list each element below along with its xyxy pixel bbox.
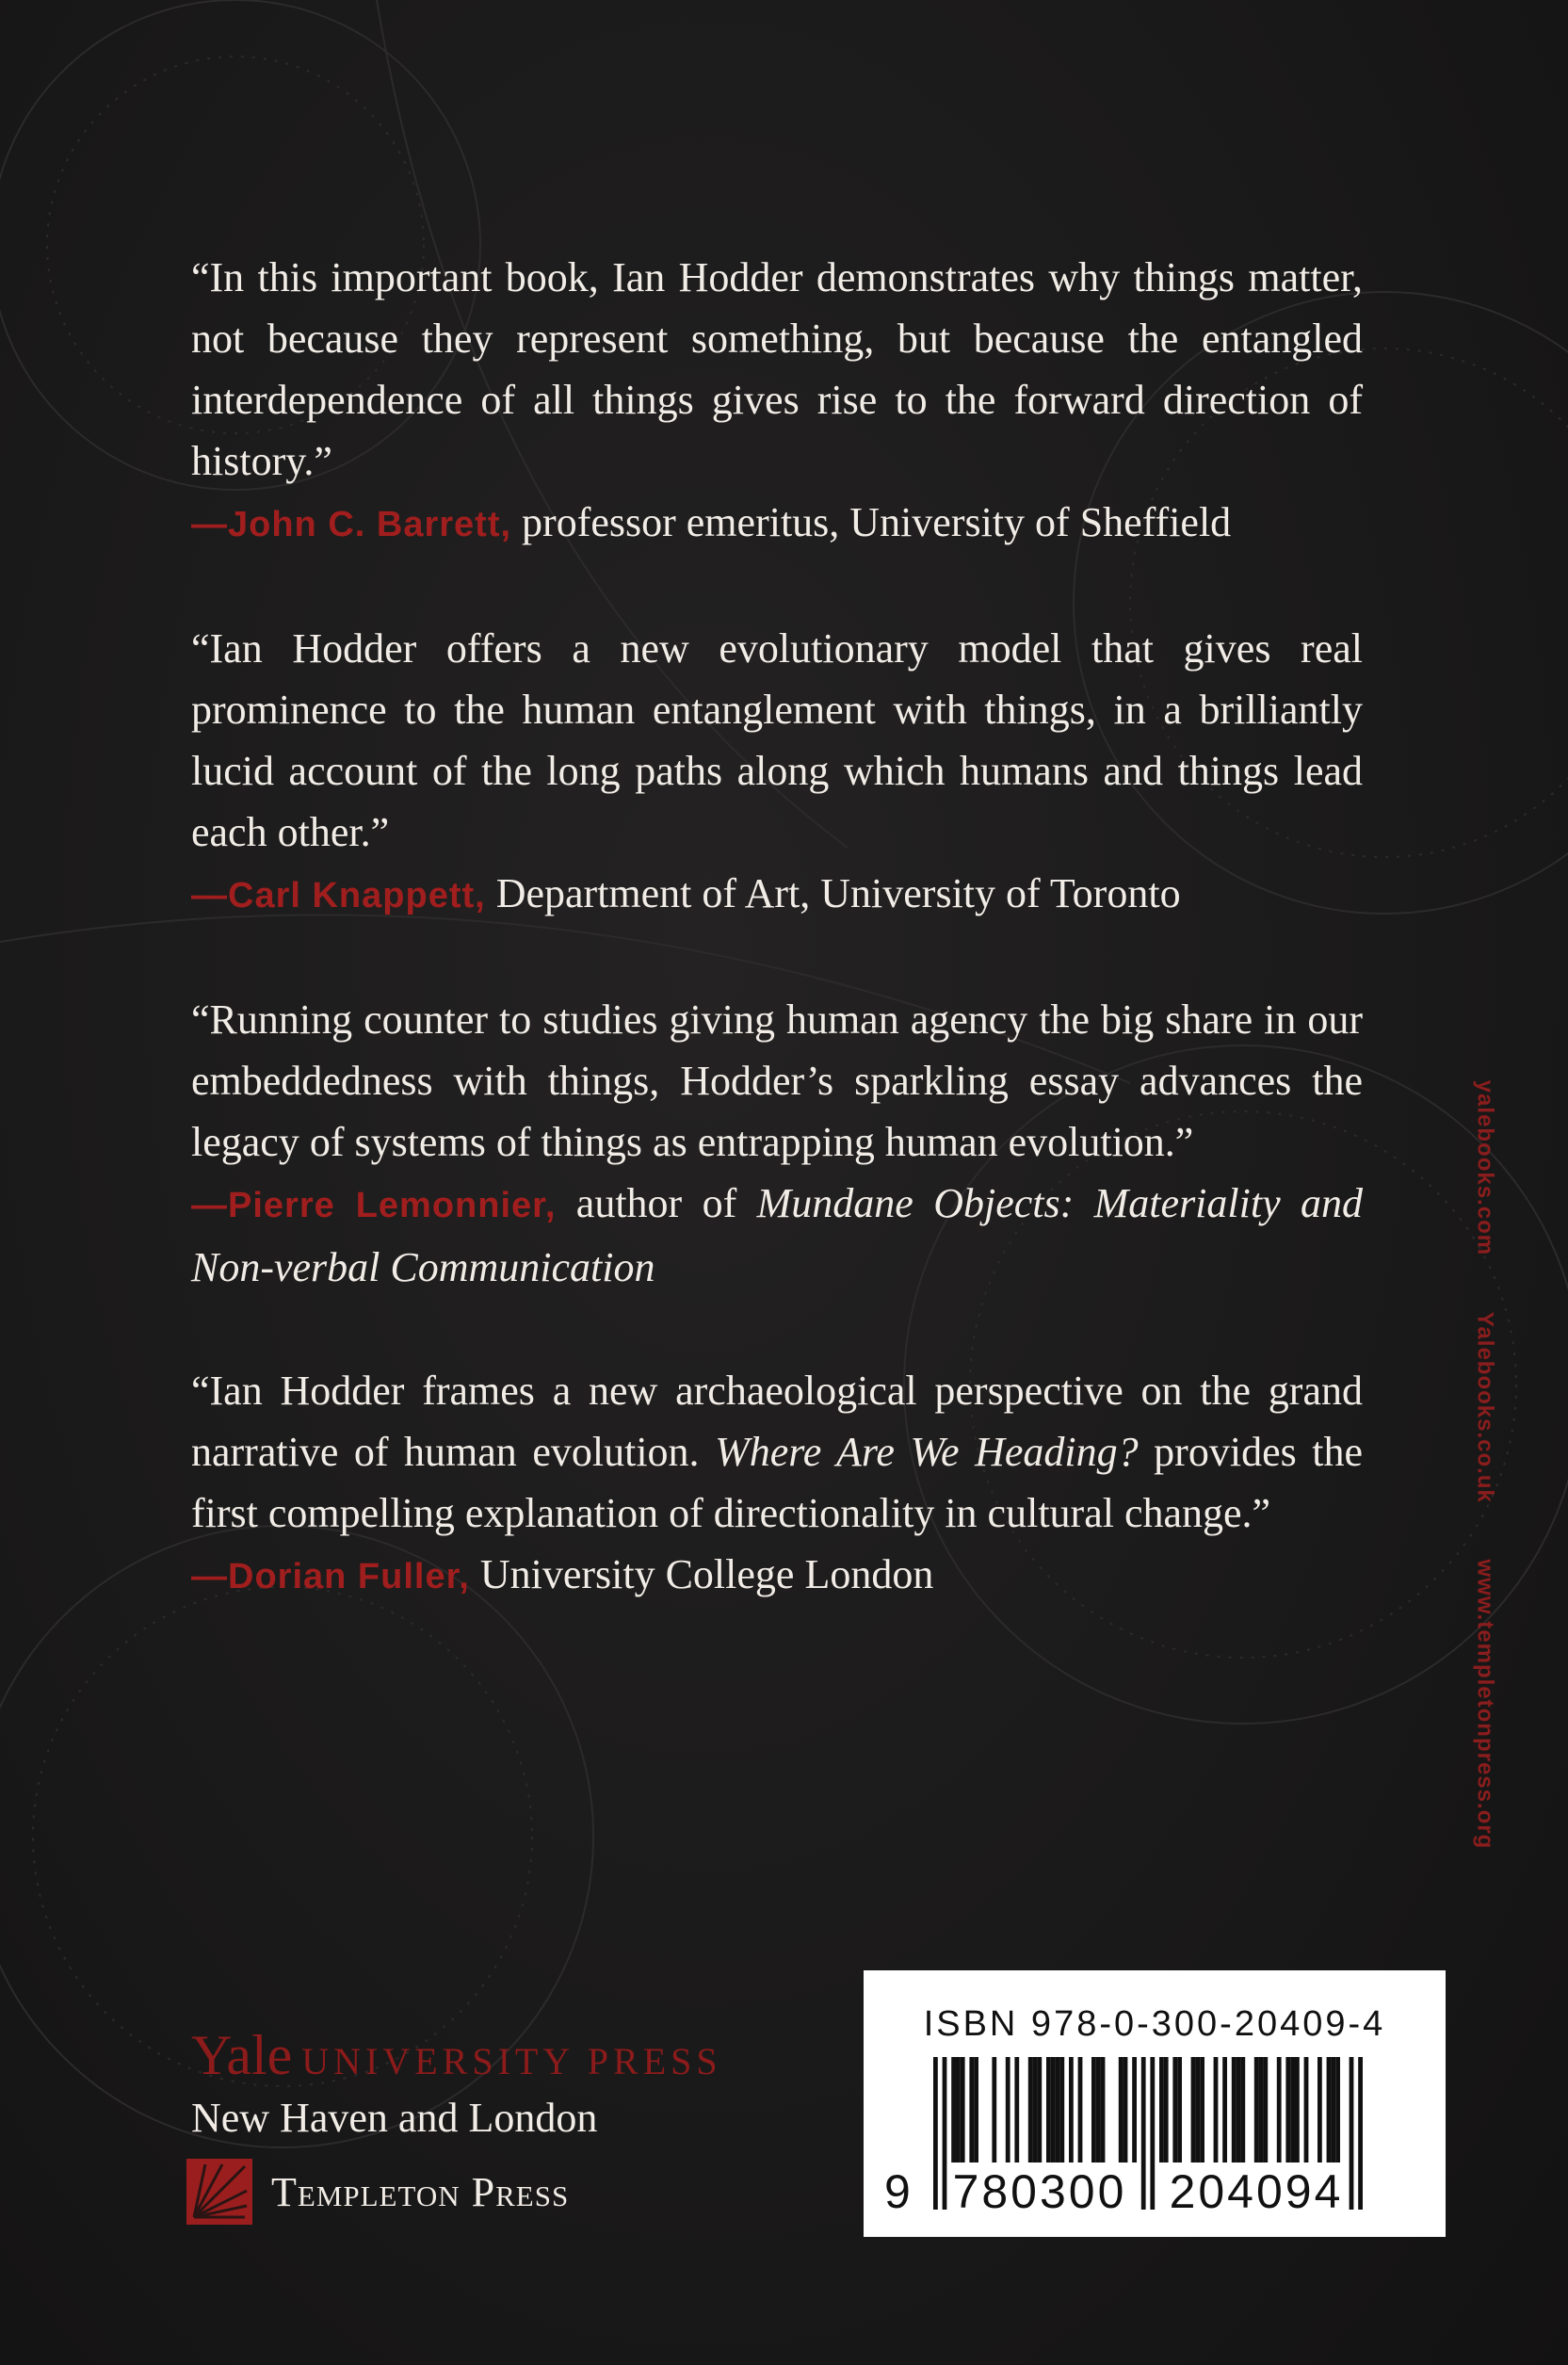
barcode-bar [1232,2057,1237,2163]
blurb-fuller [191,1360,1363,1608]
ean-left-digits: 780300 [952,2165,1127,2218]
barcode-bar [1119,2057,1123,2163]
spine-urls-text [1471,1056,1497,1874]
barcode-bar [1132,2057,1137,2163]
barcode-bar [1037,2057,1042,2163]
blurb-attribution [191,1544,1363,1608]
barcode-bar [1214,2057,1219,2163]
blurb-quote [191,1360,1363,1544]
publisher-cities: New Haven and London [191,2095,598,2141]
barcode-bar [1254,2057,1259,2163]
url-yalebooks-com[interactable]: yalebooks.com [1472,1079,1497,1256]
barcode-bar [1317,2057,1322,2163]
barcode-bar [1331,2057,1335,2163]
barcode-bar [1177,2057,1182,2163]
barcode-bar [1078,2057,1083,2163]
url-templetonpress[interactable]: www.templetonpress.org [1472,1559,1497,1850]
templeton-press-logo [186,2159,569,2225]
spine-urls [1464,1008,1504,1921]
blurb-quote: “In this important book, Ian Hodder demonstrates why things matter, not because they represent something, but because the entangled interdependence of all things gives rise to the forward direction of history.” [191,254,1363,484]
barcode-bar [956,2057,961,2163]
barcode-bar [961,2057,965,2163]
isbn-label: ISBN 978-0-300-20409-4 [923,2004,1386,2044]
blurb-book-title: Where Are We Heading? [715,1429,1139,1475]
yale-wordmark: Yale [191,2024,293,2086]
barcode-bar [1327,2057,1332,2163]
barcode-bar [1285,2057,1290,2163]
barcode-bar [1101,2057,1106,2163]
barcode-bar [1200,2057,1204,2163]
barcode-bar [1335,2057,1340,2163]
barcode-bar [951,2057,956,2163]
barcode-bar [1051,2057,1056,2163]
barcode-bar [1263,2057,1268,2163]
blurb-affiliation: Department of Art, University of Toronto [485,870,1181,916]
barcode-bar [1195,2057,1200,2163]
barcode-bar [1164,2057,1169,2163]
barcode-bar [1159,2057,1164,2163]
templeton-press-wordmark: Templeton Press [271,2168,570,2215]
ean-first-digit: 9 [884,2165,911,2218]
blurb-author: —Pierre Lemonnier, [191,1186,557,1225]
blurb-affiliation: University College London [469,1551,934,1597]
barcode-bar [1304,2057,1309,2163]
blurb-knappett [191,618,1363,927]
barcode-bar [1259,2057,1264,2163]
barcode-bar [1123,2057,1128,2163]
blurb-affiliation: professor emeritus, University of Sheffield [511,499,1232,545]
barcode-bar [1172,2057,1177,2163]
blurb-affiliation-prefix: author of [556,1180,757,1226]
blurb-quote-end: provides the first compelling explanation of directionality in cultural change.” [191,1429,1363,1536]
barcode-bar [1096,2057,1101,2163]
barcode-bar [992,2057,996,2163]
barcode-bar [969,2057,974,2163]
barcode-bar [1033,2057,1038,2163]
barcode-bar [1006,2057,1010,2163]
barcode-bar [1222,2057,1227,2163]
barcode-bar [1295,2057,1300,2163]
blurb-quote-start: “Ian Hodder frames a new archaeological perspective on the grand narrative of human evolution. [191,1368,1363,1475]
blurb-quote: “Running counter to studies giving human agency the big share in our embeddedness with things, Hodder’s sparkling essay advances the legacy of systems of things as entrapping human evolution.” [191,996,1363,1165]
blurb-author: —John C. Barrett, [191,505,512,544]
barcode-bar [1059,2057,1064,2163]
barcode-bar [974,2057,978,2163]
barcode-bar [1069,2057,1074,2163]
university-press-wordmark: UNIVERSITY PRESS [301,2040,722,2082]
barcode-bar [1240,2057,1245,2163]
templeton-sunburst-icon [186,2159,252,2225]
barcode-bar [1056,2057,1060,2163]
isbn-barcode [864,1970,1446,2237]
barcode-bar [1028,2057,1033,2163]
blurb-attribution [191,1173,1363,1298]
blurb-author: —Carl Knappett, [191,876,486,915]
barcode-bar [1014,2057,1019,2163]
endorsements [191,247,1363,1670]
barcode-bar [1091,2057,1096,2163]
barcode-bar [1237,2057,1241,2163]
blurb-barrett [191,247,1363,556]
barcode-bar [1277,2057,1282,2163]
blurb-author: —Dorian Fuller, [191,1557,470,1596]
blurb-attribution [191,492,1363,556]
ean-right-digits: 204094 [1169,2165,1344,2218]
barcode-bar [1046,2057,1051,2163]
blurb-quote: “Ian Hodder offers a new evolutionary model that gives real prominence to the human entanglement with things, in a brilliantly lucid account of the long paths along which humans and things lead each other.” [191,625,1363,855]
barcode-bar [1191,2057,1196,2163]
url-yalebooks-co-uk[interactable]: Yalebooks.co.uk [1472,1311,1497,1503]
blurb-attribution [191,863,1363,927]
blurb-lemonnier [191,989,1363,1298]
blurb-book-title: Mundane Objects: Materiality and Non-verbal Communication [191,1180,1364,1290]
barcode-bar [1290,2057,1295,2163]
yale-university-press-logo [191,2023,722,2088]
